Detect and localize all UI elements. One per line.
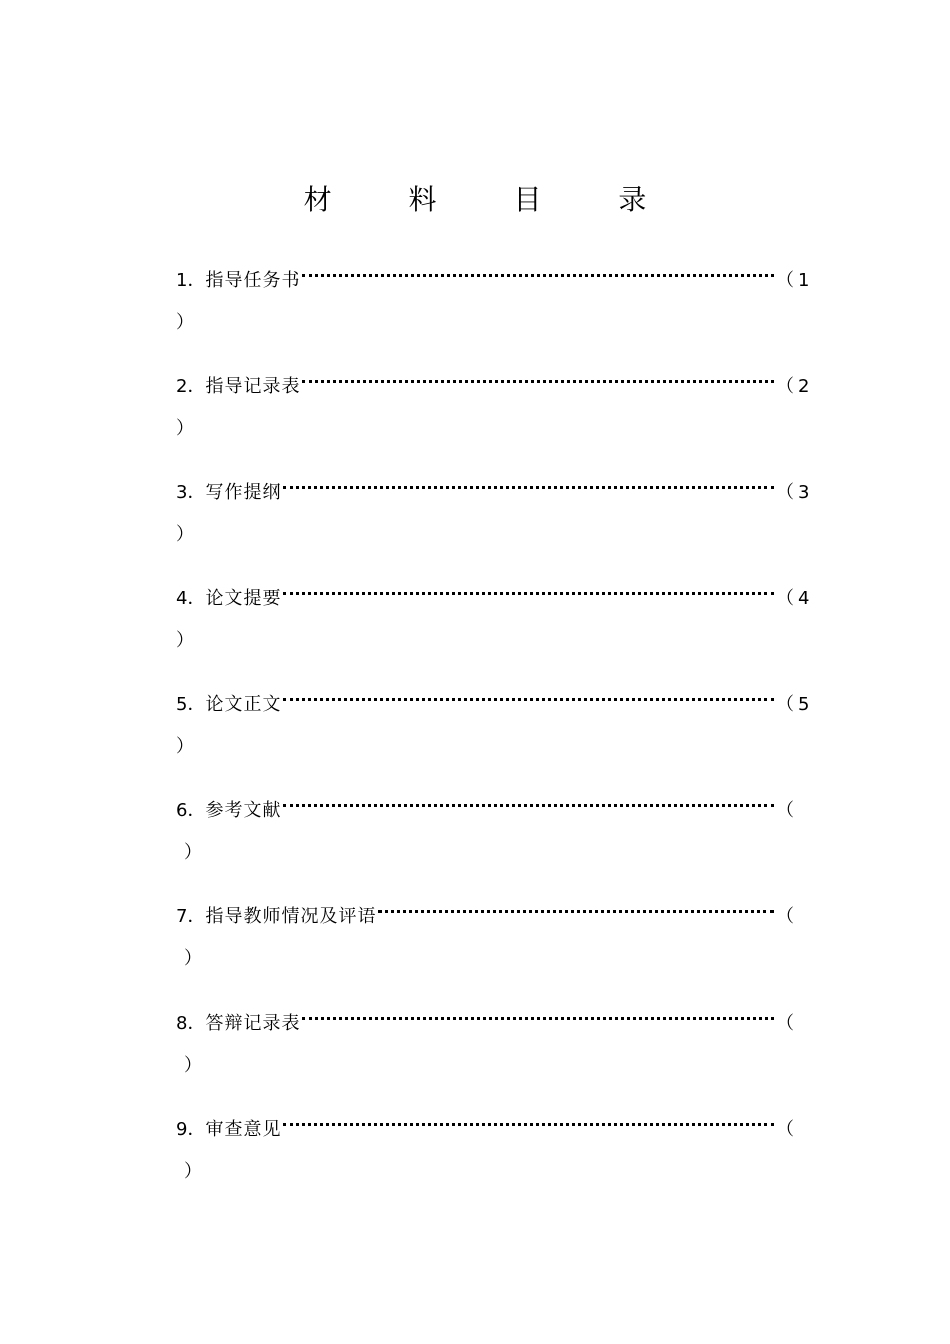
toc-number: 5． xyxy=(176,694,206,715)
toc-line xyxy=(176,1003,808,1034)
toc-entry-abstract xyxy=(176,578,808,678)
toc-entry-defense-record xyxy=(176,1003,808,1103)
toc-line xyxy=(176,366,810,397)
toc-number: 7． xyxy=(176,906,206,927)
page-number: 2 xyxy=(798,376,810,397)
toc-label: 写作提纲 xyxy=(205,482,282,503)
dot-leader xyxy=(283,684,774,710)
toc-label: 论文提要 xyxy=(205,588,282,609)
dot-leader xyxy=(302,366,774,392)
toc-line xyxy=(176,472,810,503)
toc-entry-references xyxy=(176,790,808,890)
dot-leader xyxy=(302,260,774,286)
toc-label: 指导教师情况及评语 xyxy=(205,906,377,927)
toc-entry-review-opinion xyxy=(176,1109,808,1209)
toc-number: 6． xyxy=(176,800,206,821)
open-paren: （ xyxy=(776,482,794,503)
toc-line xyxy=(176,896,808,927)
open-paren: （ xyxy=(776,376,794,397)
toc-label: 指导记录表 xyxy=(205,376,301,397)
toc-label: 审查意见 xyxy=(205,1119,282,1140)
toc-entry-writing-outline xyxy=(176,472,808,572)
open-paren: （ xyxy=(776,694,794,715)
dot-leader xyxy=(283,1109,774,1135)
open-paren: （ xyxy=(776,906,794,927)
toc-line xyxy=(176,578,810,609)
close-paren: ） xyxy=(176,524,194,545)
dot-leader xyxy=(283,578,774,604)
dot-leader xyxy=(283,472,774,498)
toc-line xyxy=(176,260,810,291)
page-number: 1 xyxy=(798,270,810,291)
toc-line xyxy=(176,790,808,821)
toc-entry-task-book xyxy=(176,260,808,360)
toc-number: 4． xyxy=(176,588,206,609)
page-title: 材 料 目 录 xyxy=(303,183,681,216)
toc-entry-advisor-comments xyxy=(176,896,808,996)
page-number: 5 xyxy=(798,694,810,715)
close-paren: ） xyxy=(184,1055,202,1076)
dot-leader xyxy=(378,896,774,922)
toc-line xyxy=(176,1109,808,1140)
close-paren: ） xyxy=(176,312,194,333)
toc-number: 9． xyxy=(176,1119,206,1140)
close-paren: ） xyxy=(176,736,194,757)
toc-line xyxy=(176,684,810,715)
toc-label: 论文正文 xyxy=(205,694,282,715)
page-number: 3 xyxy=(798,482,810,503)
dot-leader xyxy=(283,790,774,816)
close-paren: ） xyxy=(184,1161,202,1182)
toc-label: 答辩记录表 xyxy=(205,1013,301,1034)
open-paren: （ xyxy=(776,588,794,609)
toc-number: 1． xyxy=(176,270,206,291)
close-paren: ） xyxy=(176,418,194,439)
close-paren: ） xyxy=(184,948,202,969)
toc-entry-guidance-record xyxy=(176,366,808,466)
open-paren: （ xyxy=(776,270,794,291)
toc-number: 2． xyxy=(176,376,206,397)
toc-label: 指导任务书 xyxy=(205,270,301,291)
page-number: 4 xyxy=(798,588,810,609)
close-paren: ） xyxy=(176,630,194,651)
open-paren: （ xyxy=(776,1119,794,1140)
toc-label: 参考文献 xyxy=(205,800,282,821)
toc-number: 3． xyxy=(176,482,206,503)
dot-leader xyxy=(302,1003,774,1029)
toc-entry-main-text xyxy=(176,684,808,784)
open-paren: （ xyxy=(776,1013,794,1034)
toc-number: 8． xyxy=(176,1013,206,1034)
close-paren: ） xyxy=(184,842,202,863)
open-paren: （ xyxy=(776,800,794,821)
